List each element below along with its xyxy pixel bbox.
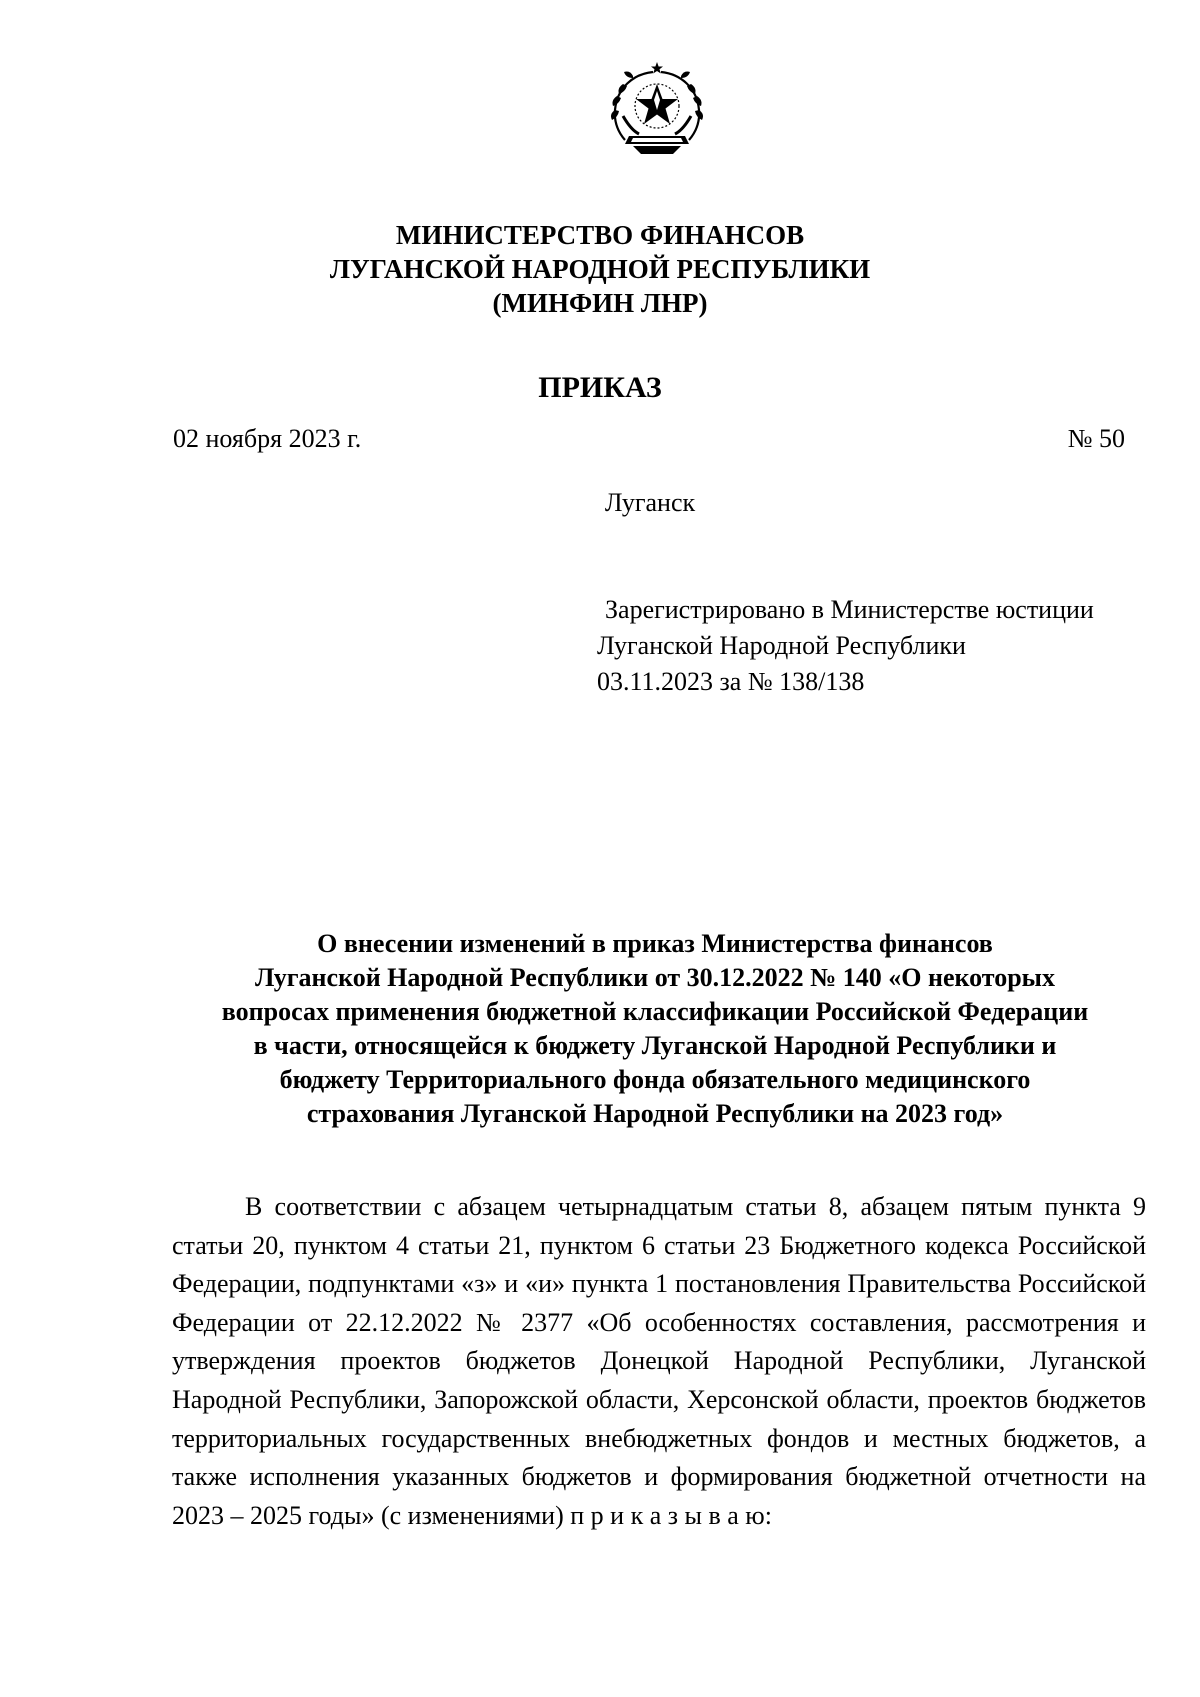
- title-line: Луганской Народной Республики от 30.12.2022 № 140 «О некоторых: [255, 963, 1055, 992]
- ministry-line: (МИНФИН ЛНР): [492, 288, 708, 318]
- document-type: ПРИКАЗ: [538, 371, 662, 404]
- coat-of-arms-icon: [603, 58, 711, 158]
- ministry-line: ЛУГАНСКОЙ НАРОДНОЙ РЕСПУБЛИКИ: [329, 254, 871, 284]
- title-line: О внесении изменений в приказ Министерства финансов: [317, 929, 993, 958]
- order-number: № 50: [1067, 424, 1125, 453]
- title-line: бюджету Территориального фонда обязательного медицинского: [279, 1065, 1031, 1094]
- registration-line: 03.11.2023 за № 138/138: [597, 667, 865, 696]
- preamble-paragraph: В соответствии с абзацем четырнадцатым статьи 8, абзацем пятым пункта 9 статьи 20, пунктом 4 статьи 21, пунктом 6 статьи 23 Бюджетного кодекса Российской Федерации, подпунктами «з» и «и» пункта 1 постановления Правительства Российской Федерации от 22.12.2022 № 2377 «Об особенностях составления, рассмотрения и утверждения проектов бюджетов Донецкой Народной Республики, Луганской Народной Республики, Запорожской области, Херсонской области, проектов бюджетов территориальных государственных внебюджетных фондов и местных бюджетов, а также исполнения указанных бюджетов и формирования бюджетной отчетности на 2023 – 2025 годы» (с изменениями) п р и к а з ы в а ю:: [172, 1192, 1146, 1530]
- ministry-line: МИНИСТЕРСТВО ФИНАНСОВ: [395, 220, 805, 250]
- order-title: [150, 927, 1160, 1131]
- registration-line: Луганской Народной Республики: [597, 631, 966, 660]
- order-date: 02 ноября 2023 г.: [173, 424, 362, 453]
- title-line: страхования Луганской Народной Республики на 2023 год»: [306, 1099, 1004, 1128]
- registration-stamp: [597, 592, 1094, 700]
- title-line: в части, относящейся к бюджету Луганской Народной Республики и: [253, 1031, 1057, 1060]
- registration-line: Зарегистрировано в Министерстве юстиции: [605, 595, 1094, 624]
- title-line: вопросах применения бюджетной классификации Российской Федерации: [221, 997, 1089, 1026]
- ministry-name: [0, 218, 1200, 320]
- city: Луганск: [604, 488, 696, 517]
